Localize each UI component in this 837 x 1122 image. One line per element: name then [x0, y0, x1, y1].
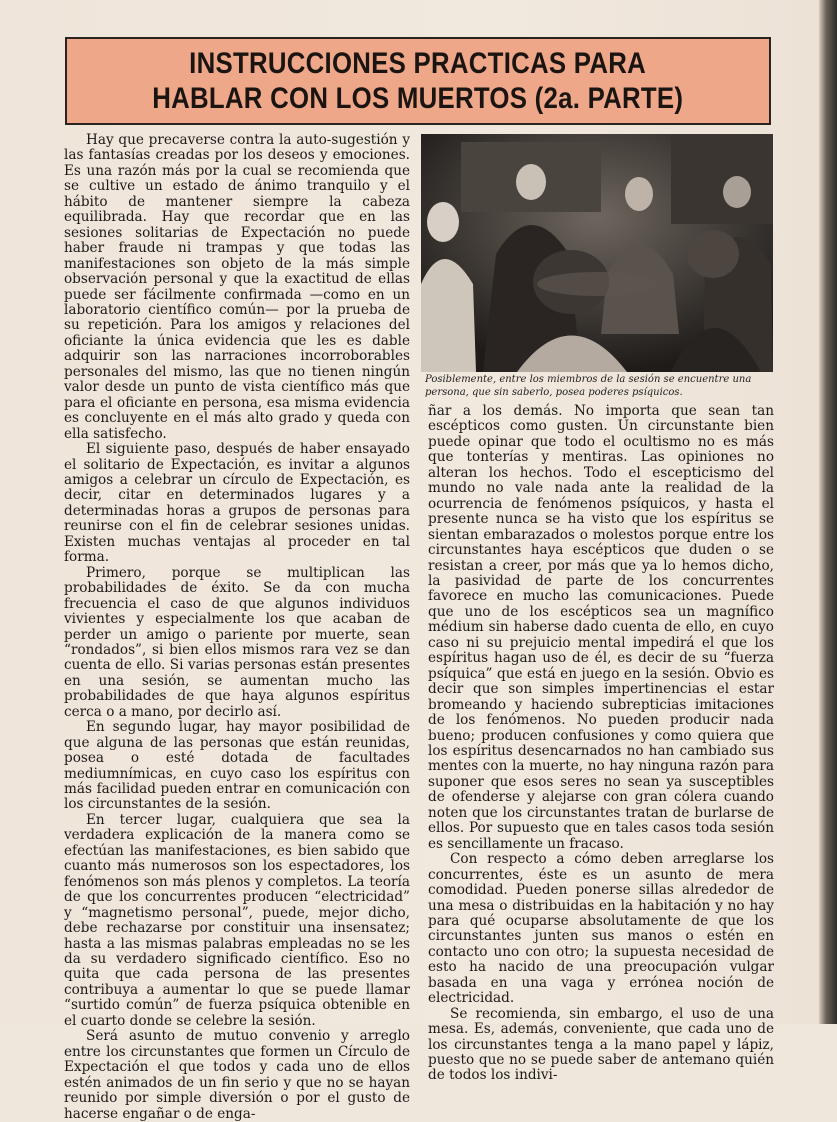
article-title-box: [65, 37, 771, 125]
paragraph: Se recomienda, sin embargo, el uso de una mesa. Es, además, conveniente, que cada uno de los circunstantes tenga a la mano papel y lápiz, puesto que no se puede saber de antemano quién de todos los indivi-: [428, 1005, 774, 1084]
left-column: [64, 133, 410, 1122]
right-column: [428, 404, 774, 1084]
paragraph: Con respecto a cómo deben arreglarse los concurrentes, éste es un asunto de mera comodidad. Pueden ponerse sillas alrededor de una mesa o distribuidas en la habitación y no hay para qué ocuparse absolutamente de que los circunstantes junten sus manos o estén en contacto uno con otro; la supuesta necesidad de esto ha nacido de una preocupación vulgar basada en una vaga y errónea noción de electricidad.: [428, 851, 774, 1007]
paragraph: Hay que precaverse contra la auto-sugestión y las fantasías creadas por los deseos y emociones. Es una razón más por la cual se recomienda que se cultive un estado de ánimo tranquilo y el hábito de mantener siempre la cabeza equilibrada. Hay que recordar que en las sesiones solitarias de Expectación no puede haber fraude ni trampas y que todas las manifestaciones son objeto de la más simple observación personal y que la exactitud de ellas puede ser fácilmente confirmada —como en un laboratorio científico común— por la prueba de su repetición. Para los amigos y relaciones del oficiante la única evidencia que les es dable adquirir son las narraciones incorroborables personales del mismo, las que no tienen ningún valor desde un punto de vista científico más que para el oficiante en persona, esa misma evidencia es concluyente en el más alto grado y queda con ella satisfecho.: [64, 132, 410, 442]
photo-caption: Posiblemente, entre los miembros de la sesión se encuentre una persona, que sin saberlo, posea poderes psíquicos.: [425, 374, 752, 398]
seance-photo-illustration: [421, 134, 773, 372]
article-title-line-2: HABLAR CON LOS MUERTOS (2a. PARTE): [152, 82, 684, 115]
seance-photo: [421, 134, 773, 372]
page-edge: [819, 0, 837, 1024]
paragraph: Primero, porque se multiplican las probabilidades de éxito. Se da con mucha frecuencia el caso de que algunos individuos vivientes y especialmente los que acaban de perder un amigo o pariente por muerte, sean “rondados”, si bien ellos mismos rara vez se dan cuenta de ello. Si varias personas están presentes en una sesión, se aumentan mucho las probabilidades de que haya algunos espíritus cerca o a mano, por decirlo así.: [64, 564, 410, 720]
paragraph: Será asunto de mutuo convenio y arreglo entre los circunstantes que formen un Círculo de Expectación el que todos y cada uno de ellos estén animados de un fin serio y que no se hayan reunido por simple diversión o por el gusto de hacerse engañar o de enga-: [64, 1028, 410, 1122]
paragraph: El siguiente paso, después de haber ensayado el solitario de Expectación, es invitar a algunos amigos a celebrar un círculo de Expectación, es decir, citar en determinados lugares y a determinadas horas a grupos de personas para reunirse con el fin de celebrar sesiones unidas. Existen muchas ventajas al proceder en tal forma.: [64, 441, 410, 566]
paragraph: En segundo lugar, hay mayor posibilidad de que alguna de las personas que están reunidas, posea o esté dotada de facultades mediumnímicas, en cuyo caso los espíritus con más facilidad pueden entrar en comunicación con los circunstantes de la sesión.: [64, 719, 410, 813]
paragraph: En tercer lugar, cualquiera que sea la verdadera explicación de la manera como se efectúan las manifestaciones, es bien sabido que cuanto más numerosos son los espectadores, los fenómenos son más plenos y completos. La teoría de que los concurrentes producen “electricidad” y “magnetismo personal”, puede, mejor dicho, debe rechazarse por constituir una insensatez; hasta a las mismas palabras empleadas no se les da su verdadero significado científico. Eso no quita que cada persona de las presentes contribuya a aumentar lo que se puede llamar “surtido común” de fuerza psíquica obtenible en el cuarto donde se celebre la sesión.: [64, 811, 410, 1029]
paragraph: ñar a los demás. No importa que sean tan escépticos como gusten. Un circunstante bien puede opinar que todo el ocultismo no es más que tonterías y mentiras. Las opiniones no alteran los hechos. Todo el escepticismo del mundo no vale nada ante la realidad de la ocurrencia de fenómenos psíquicos, y hasta el presente nunca se ha visto que los espíritus se sientan embarazados o molestos porque entre los circunstantes haya escépticos que duden o se resistan a creer, por más que ya lo hemos dicho, la pasividad de parte de los concurrentes favorece en mucho las comunicaciones. Puede que uno de los escépticos sea un magnífico médium sin haberse dado cuenta de ello, en cuyo caso ni su prejuicio mental impedirá el que los espíritus hagan uso de él, es decir de su “fuerza psíquica” que está en juego en la sesión. Obvio es decir que son simples impertinencias el estar bromeando y haciendo subrepticias imitaciones de los fenómenos. No pueden producir nada bueno; producen confusiones y como quiera que los espíritus desencarnados no han cambiado sus mentes con la muerte, no hay ninguna razón para suponer que esos seres no sean ya susceptibles de ofenderse y alejarse con gran cólera cuando noten que los circunstantes tratan de burlarse de ellos. Por supuesto que en tales casos toda sesión es sencillamente un fracaso.: [428, 403, 774, 852]
article-title-line-1: INSTRUCCIONES PRACTICAS PARA: [189, 47, 647, 80]
